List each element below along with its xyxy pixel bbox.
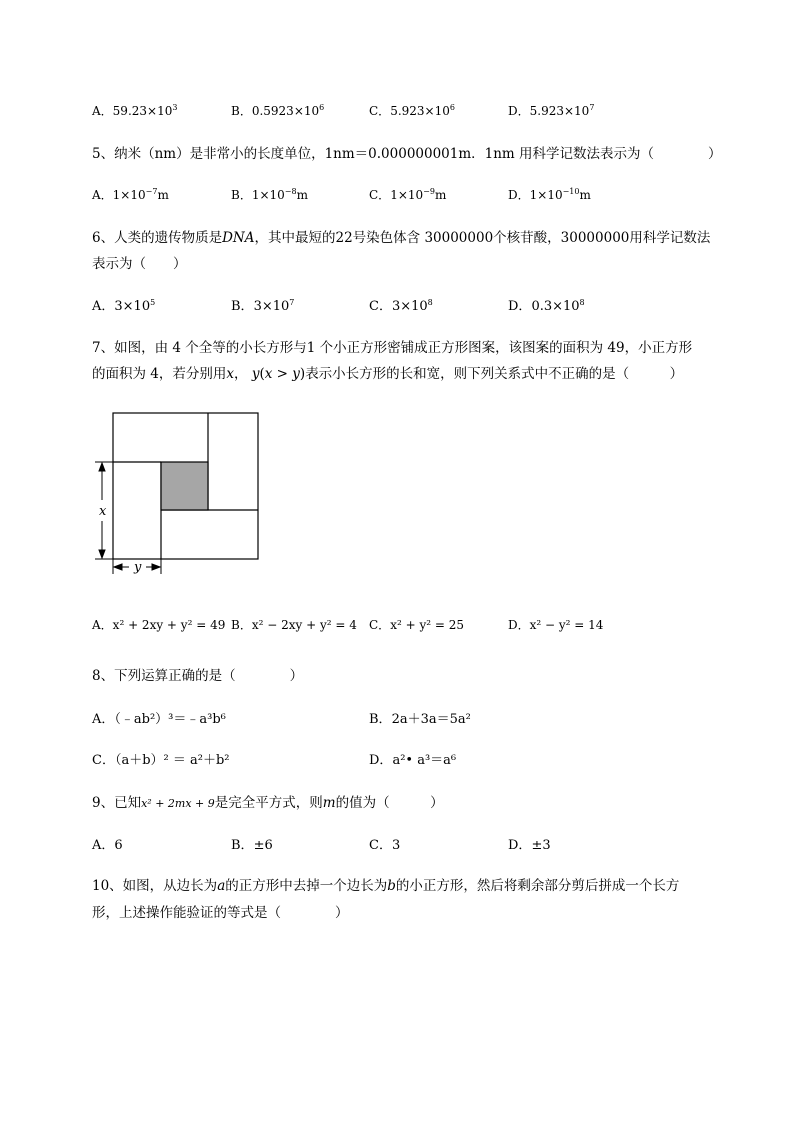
q9-option-b: B．±6	[231, 838, 273, 853]
q7-option-c: C．x² + y² = 25	[369, 618, 464, 632]
q6-option-d: D．$0.3\times 10^8$	[508, 298, 585, 314]
q4-option-c: C．$5.923\times 10^6$	[369, 103, 455, 118]
q9-stem: 9、已知x² + 2mx + 9是完全平方式，则m的值为（ ）	[92, 795, 444, 811]
q6-option-b: B．$3\times 10^7$	[231, 298, 295, 314]
q9-option-d: D．±3	[508, 838, 551, 853]
figure-label-x: x	[99, 504, 107, 519]
q7-figure	[90, 408, 265, 578]
y-arrow-left	[114, 564, 122, 570]
q10-stem-line2: 形，上述操作能验证的等式是（ ）	[92, 905, 349, 921]
q5-stem: 5、纳米（nm）是非常小的长度单位，1nm＝0.000000001m．1nm 用科学记数法表示为（ ）	[92, 146, 722, 162]
x-arrow-down	[99, 550, 105, 558]
q6-stem-line1: 6、人类的遗传物质是DNA，其中最短的22号染色体含 30000000个核苷酸，30000000用科学记数法	[92, 230, 711, 246]
q8-option-d: D．a²• a³＝a⁶	[369, 753, 457, 768]
y-arrow-right	[152, 564, 160, 570]
x-arrow-up	[99, 463, 105, 471]
q8-option-a: A．（﹣ab²）³＝﹣a³b⁶	[92, 712, 226, 727]
q8-stem: 8、下列运算正确的是（ ）	[92, 668, 304, 684]
figure-label-y: y	[134, 560, 142, 575]
q6-option-c: C．$3\times 10^8$	[369, 298, 433, 314]
q6-stem-line2: 表示为（ ）	[92, 256, 187, 272]
q8-option-b: B．2a＋3a＝5a²	[369, 712, 471, 727]
q9-option-c: C．3	[369, 838, 401, 853]
q4-option-d: D．$5.923\times 10^7$	[508, 103, 595, 118]
q5-option-a: A．$1\times 10^{-7}m$	[92, 187, 169, 202]
q9-option-a: A．6	[92, 838, 123, 853]
q7-option-d: D．x² − y² = 14	[508, 618, 604, 632]
q10-stem-line1: 10、如图，从边长为a的正方形中去掉一个边长为b的小正方形，然后将剩余部分剪后拼成一个长方	[92, 878, 680, 894]
q5-option-c: C．$1\times 10^{-9}m$	[369, 187, 447, 202]
q5-option-b: B．$1\times 10^{-8}m$	[231, 187, 308, 202]
q7-stem-line2: 的面积为 4，若分别用x， y(x > y)表示小长方形的长和宽，则下列关系式中不正确的是（ ）	[92, 366, 684, 382]
q4-option-a: A．$59.23\times 10^3$	[92, 103, 178, 118]
q7-option-b: B．x² − 2xy + y² = 4	[231, 618, 357, 632]
q5-option-d: D．$1\times 10^{-10}m$	[508, 187, 591, 202]
q7-stem-line1: 7、如图，由 4 个全等的小长方形与1 个小正方形密铺成正方形图案，该图案的面积为 49，小正方形	[92, 340, 693, 356]
q7-option-a: A．x² + 2xy + y² = 49	[92, 618, 226, 632]
q4-option-b: B．$0.5923\times 10^6$	[231, 103, 325, 118]
q8-option-c: C．（a＋b）² ＝ a²＋b²	[92, 753, 230, 768]
small-square	[161, 462, 208, 510]
q6-option-a: A．$3\times 10^5$	[92, 298, 156, 314]
